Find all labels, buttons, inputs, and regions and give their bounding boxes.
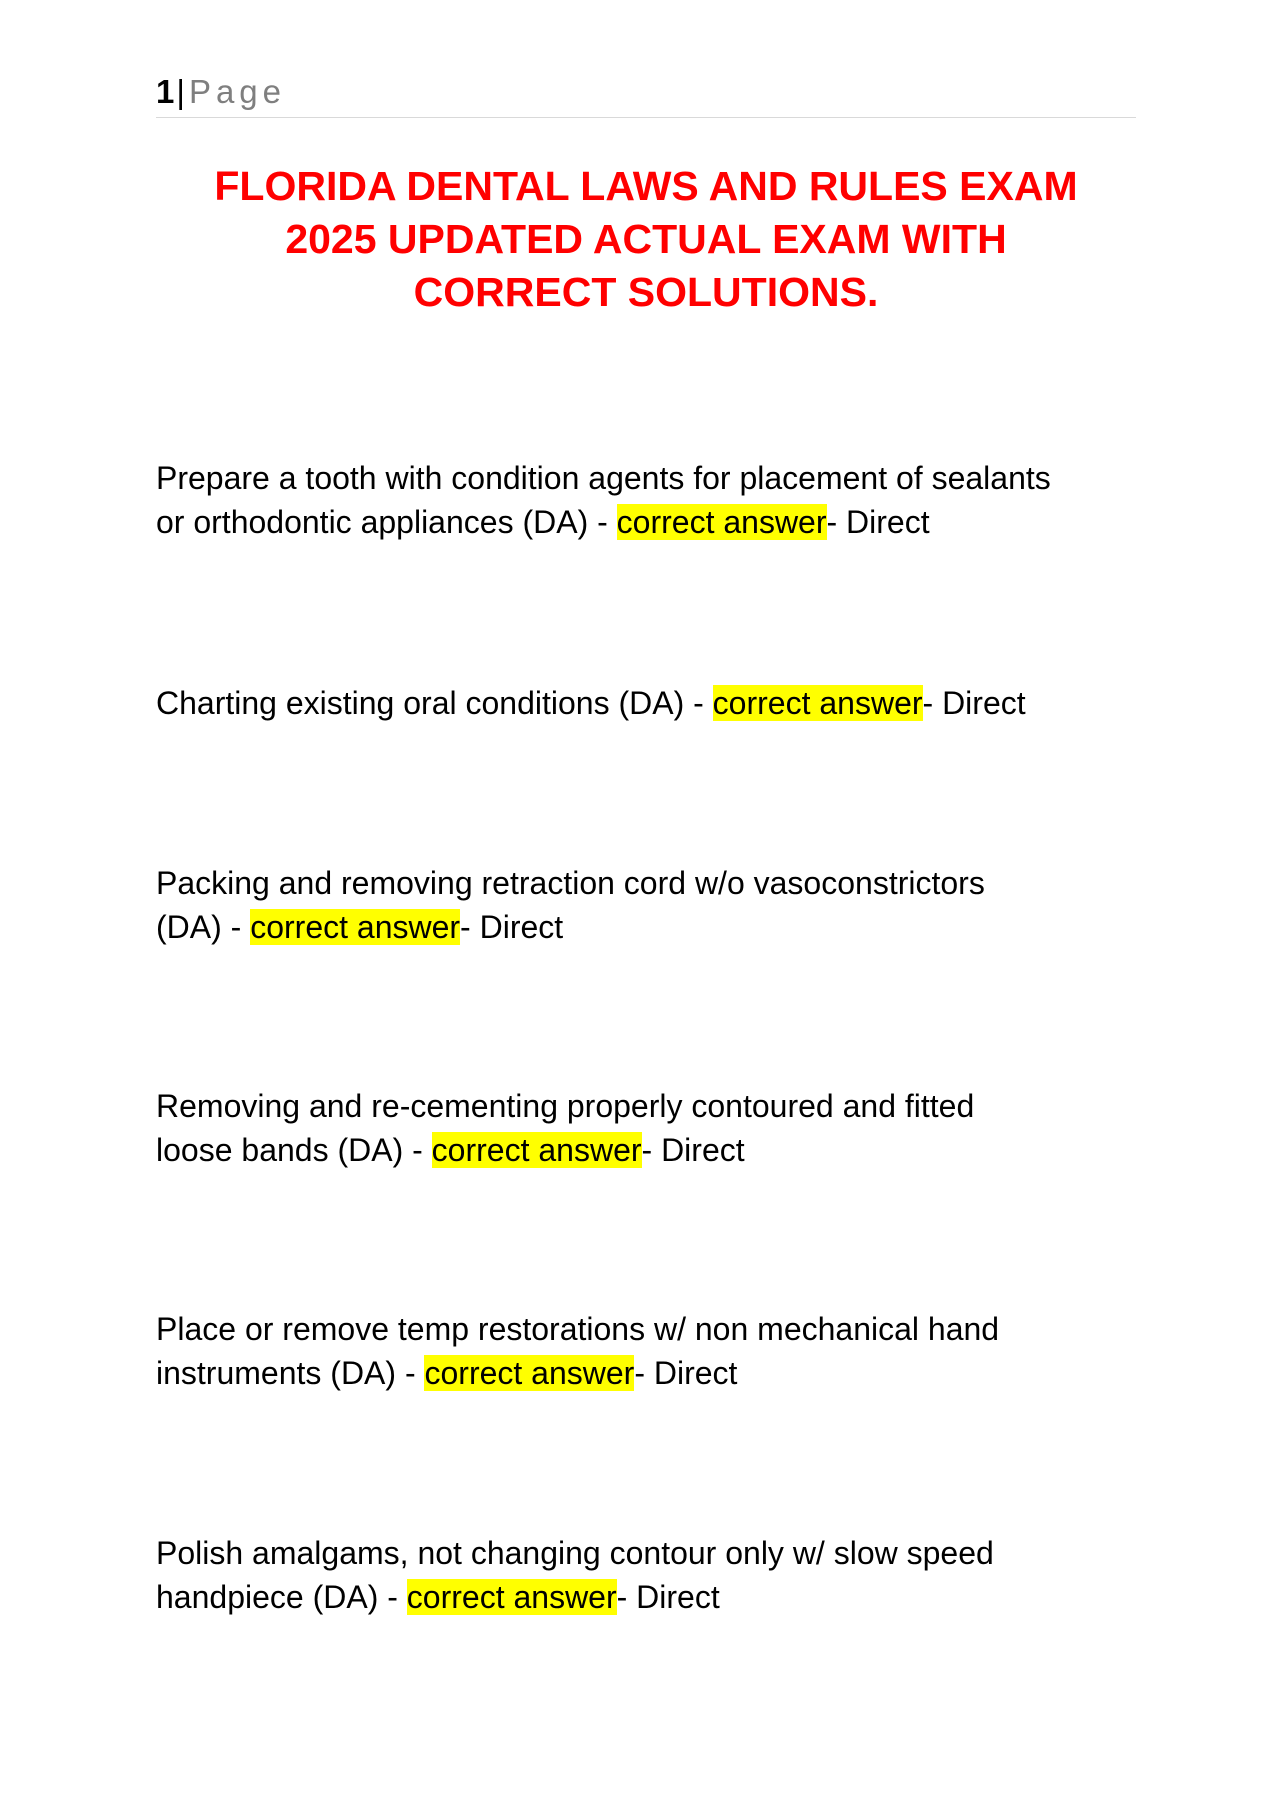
question-text: Charting existing oral conditions (DA) -	[156, 685, 713, 721]
question-answer-line	[156, 681, 1136, 725]
question-answer-line	[156, 1575, 1136, 1619]
correct-answer-marker: correct answer	[616, 504, 827, 540]
question-line: Packing and removing retraction cord w/o vasoconstrictors	[156, 865, 985, 901]
question-text: (DA) -	[156, 909, 251, 945]
page-header	[156, 72, 1136, 118]
question-text: instruments (DA) -	[156, 1355, 425, 1391]
question-answer-line	[156, 905, 1136, 949]
document-title	[156, 160, 1136, 319]
page-label: Page	[188, 73, 287, 110]
question-text: loose bands (DA) -	[156, 1132, 432, 1168]
correct-answer-marker: correct answer	[406, 1579, 617, 1615]
answer-text: - Direct	[460, 909, 564, 945]
question-line: Place or remove temp restorations w/ non mechanical hand	[156, 1311, 1000, 1347]
correct-answer-marker: correct answer	[424, 1355, 635, 1391]
qa-item	[156, 861, 1136, 949]
answer-text: - Direct	[616, 1579, 720, 1615]
title-line-2: 2025 UPDATED ACTUAL EXAM WITH	[285, 216, 1007, 262]
qa-item	[156, 681, 1136, 725]
question-line: Prepare a tooth with condition agents for placement of sealants	[156, 460, 1051, 496]
answer-text: - Direct	[922, 685, 1026, 721]
qa-item	[156, 1531, 1136, 1619]
question-text: or orthodontic appliances (DA) -	[156, 504, 617, 540]
qa-item	[156, 456, 1136, 544]
question-text: handpiece (DA) -	[156, 1579, 407, 1615]
qa-item	[156, 1084, 1136, 1172]
question-answer-line	[156, 500, 1136, 544]
title-line-1: FLORIDA DENTAL LAWS AND RULES EXAM	[214, 163, 1078, 209]
answer-text: - Direct	[641, 1132, 745, 1168]
qa-item	[156, 1307, 1136, 1395]
question-answer-line	[156, 1128, 1136, 1172]
correct-answer-marker: correct answer	[431, 1132, 642, 1168]
answer-text: - Direct	[634, 1355, 738, 1391]
correct-answer-marker: correct answer	[250, 909, 461, 945]
question-answer-line	[156, 1351, 1136, 1395]
question-line: Removing and re-cementing properly contoured and fitted	[156, 1088, 975, 1124]
title-line-3: CORRECT SOLUTIONS.	[413, 269, 879, 315]
question-line: Polish amalgams, not changing contour only w/ slow speed	[156, 1535, 994, 1571]
correct-answer-marker: correct answer	[712, 685, 923, 721]
answer-text: - Direct	[826, 504, 930, 540]
page-separator: |	[176, 73, 185, 110]
page-number: 1	[156, 73, 175, 110]
